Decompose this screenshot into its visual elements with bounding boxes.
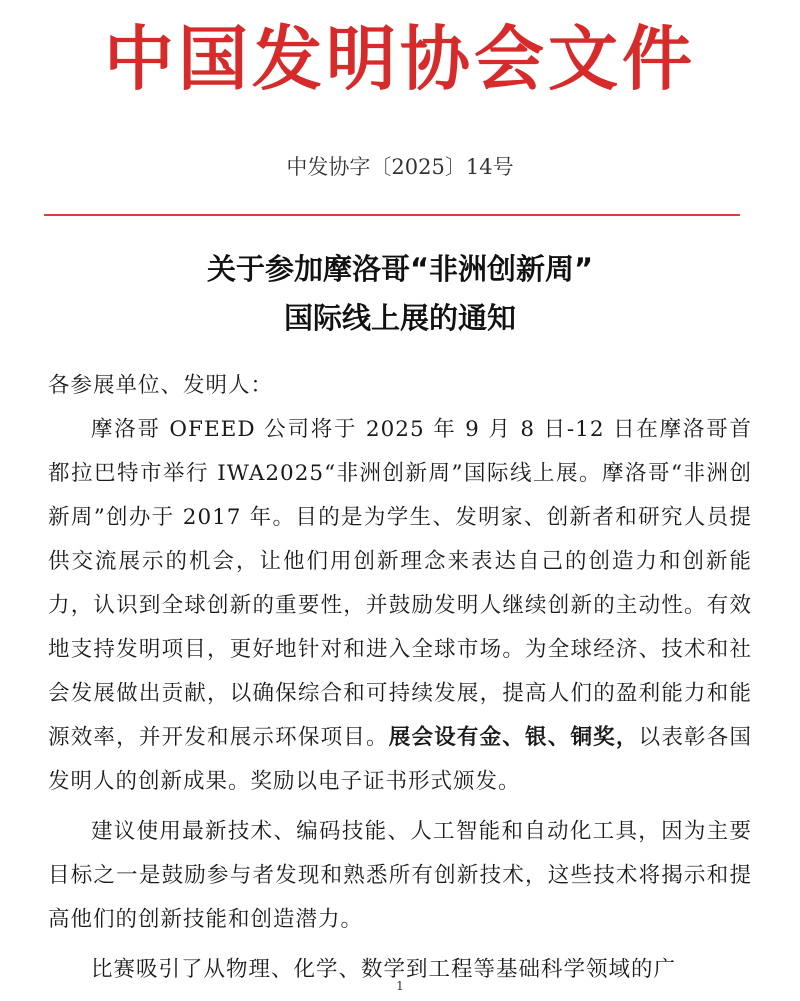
issuer-header: 中国发明协会文件 [104, 17, 696, 100]
red-divider [44, 214, 740, 216]
awards-rest-text: 以表彰各国发明人的创新成果。奖励以电子证书形式颁发。 [48, 725, 752, 794]
notice-body [48, 364, 752, 992]
document-number: 中发协字〔2025〕14号 [286, 155, 514, 179]
salutation: 各参展单位、发明人： [48, 373, 274, 398]
paragraph-intro-text: 摩洛哥 OFEED 公司将于 2025 年 9 月 8 日-12 日在摩洛哥首都拉巴特市举行 IWA2025“非洲创新周”国际线上展。摩洛哥“非洲创新周”创办于 2017 年。目的是为学生、发明家、创新者和研究人员提供交流展示的机会，让他们用创新理念来表达自己的创造力和创新能力，认识到全球创新的重要性，并鼓励发明人继续创新的主动性。有效地支持发明项目，更好地针对和进入全球市场。为全球经济、技术和社会发展做出贡献，以确保综合和可持续发展，提高人们的盈利能力和能源效率，并开发和展示环保项目。 [48, 417, 752, 750]
paragraph-intro [48, 408, 752, 804]
notice-title-line1: 关于参加摩洛哥“非洲创新周” [206, 252, 594, 286]
paragraph-competition: 比赛吸引了从物理、化学、数学到工程等基础科学领域的广 [91, 957, 677, 982]
paragraph-technology: 建议使用最新技术、编码技能、人工智能和自动化工具，因为主要目标之一是鼓励参与者发现和熟悉所有创新技术，这些技术将揭示和提高他们的创新技能和创造潜力。 [48, 819, 752, 932]
page-number: 1 [396, 979, 404, 993]
notice-title-line2: 国际线上展的通知 [283, 301, 516, 335]
awards-bold-text: 展会设有金、银、铜奖， [388, 725, 639, 750]
